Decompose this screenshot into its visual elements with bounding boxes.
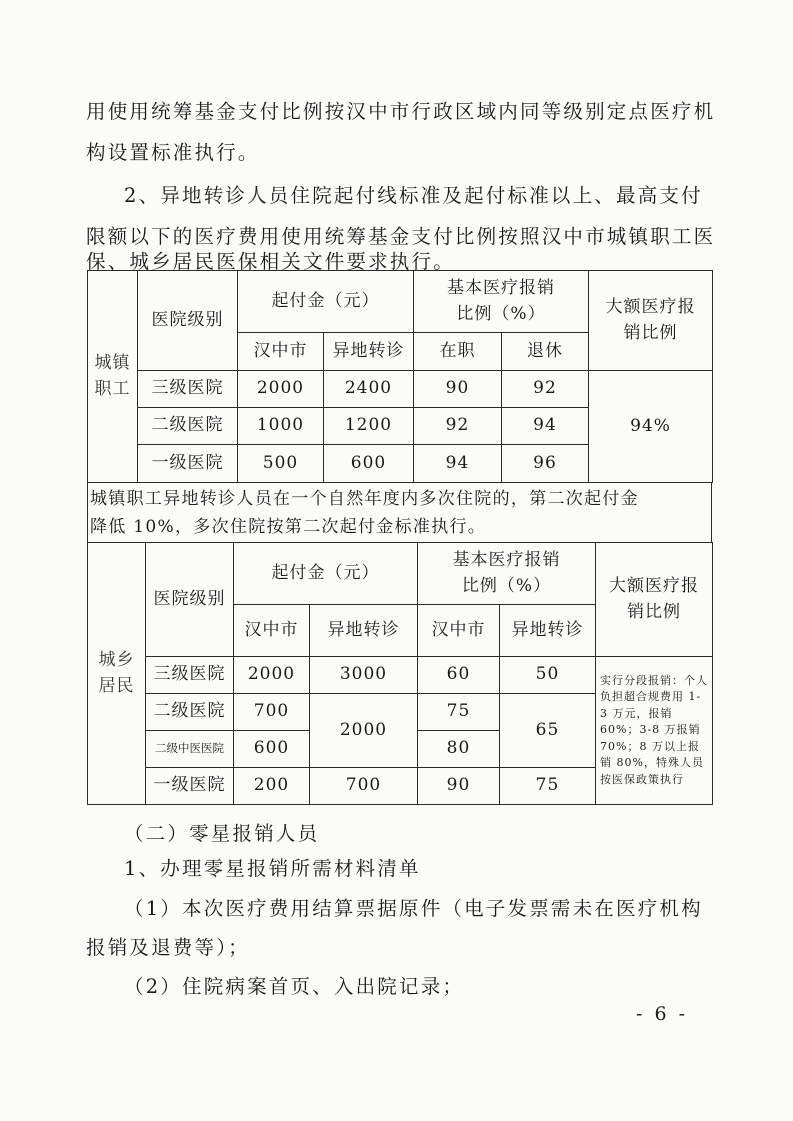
cell-transfer: 700: [310, 768, 418, 805]
cell-level: 二级中医医院: [146, 731, 234, 768]
paragraph-line: 用使用统筹基金支付比例按汉中市行政区域内同等级别定点医疗机: [86, 100, 716, 123]
cell-ratio-hanzhong: 75: [418, 694, 500, 731]
list-item: （2）住院病案首页、入出院记录；: [124, 975, 465, 998]
list-item: （1）本次医疗费用结算票据原件（电子发票需未在医疗机构: [124, 897, 703, 920]
cell-retired: 92: [502, 371, 589, 408]
page-number: - 6 -: [636, 1003, 689, 1025]
list-item: 1、办理零星报销所需材料清单: [124, 857, 421, 880]
header-reimburse-ratio: 基本医疗报销 比例（%）: [418, 543, 596, 605]
header-hospital-level: 医院级别: [138, 271, 238, 371]
cell-major-value: 94%: [589, 371, 713, 483]
cell-employed: 94: [414, 445, 502, 483]
cell-level: 三级医院: [138, 371, 238, 408]
cell-hanzhong: 200: [234, 768, 310, 805]
subheader-ratio-hanzhong: 汉中市: [418, 605, 500, 657]
header-deductible: 起付金（元）: [234, 543, 418, 605]
header-major-medical: 大额医疗报 销比例: [589, 271, 713, 371]
cell-transfer: 3000: [310, 657, 418, 694]
cell-level: 二级医院: [146, 694, 234, 731]
cell-ratio-hanzhong: 90: [418, 768, 500, 805]
cell-hanzhong: 2000: [234, 657, 310, 694]
cell-transfer-merged: 2000: [310, 694, 418, 768]
header-major-medical: 大额医疗报 销比例: [596, 543, 713, 657]
cell-ratio-hanzhong: 80: [418, 731, 500, 768]
cell-hanzhong: 700: [234, 694, 310, 731]
subheader-ratio-transfer: 异地转诊: [500, 605, 596, 657]
cell-retired: 94: [502, 408, 589, 445]
cell-retired: 96: [502, 445, 589, 483]
cell-hanzhong: 500: [238, 445, 324, 483]
cell-ratio-transfer: 75: [500, 768, 596, 805]
table-note: 城镇职工异地转诊人员在一个自然年度内多次住院的，第二次起付金 降低 10%，多次住院按第二次起付金标准执行。: [87, 482, 712, 542]
header-reimburse-ratio: 基本医疗报销 比例（%）: [414, 271, 589, 333]
cell-level: 三级医院: [146, 657, 234, 694]
group-label: 城乡 居民: [88, 543, 146, 805]
cell-level: 二级医院: [138, 408, 238, 445]
cell-ratio-transfer-merged: 65: [500, 694, 596, 768]
paragraph-line: 保、城乡居民医保相关文件要求执行。: [86, 250, 455, 273]
cell-level: 一级医院: [146, 768, 234, 805]
subheader-employed: 在职: [414, 333, 502, 371]
subheader-transfer: 异地转诊: [324, 333, 414, 371]
subheader-retired: 退休: [502, 333, 589, 371]
cell-transfer: 1200: [324, 408, 414, 445]
section-heading: （二）零星报销人员: [124, 822, 320, 845]
list-item-continuation: 报销及退费等）；: [86, 936, 250, 959]
urban-employee-table: [87, 270, 713, 483]
subheader-transfer: 异地转诊: [310, 605, 418, 657]
group-label: 城镇 职工: [88, 271, 138, 483]
subheader-hanzhong: 汉中市: [234, 605, 310, 657]
paragraph-line: 限额以下的医疗费用使用统筹基金支付比例按照汉中市城镇职工医: [86, 225, 716, 248]
cell-ratio-transfer: 50: [500, 657, 596, 694]
cell-level: 一级医院: [138, 445, 238, 483]
table-row: [88, 371, 713, 408]
cell-hanzhong: 600: [234, 731, 310, 768]
subheader-hanzhong: 汉中市: [238, 333, 324, 371]
header-deductible: 起付金（元）: [238, 271, 414, 333]
cell-major-note: 实行分段报销：个人负担超合规费用 1-3 万元，报销 60%；3-8 万报销 70%；8 万以上报销 80%，特殊人员按医保政策执行: [596, 657, 713, 805]
rural-resident-table: [87, 542, 713, 805]
cell-employed: 92: [414, 408, 502, 445]
cell-hanzhong: 1000: [238, 408, 324, 445]
header-hospital-level: 医院级别: [146, 543, 234, 657]
cell-transfer: 600: [324, 445, 414, 483]
paragraph-line: 2、异地转诊人员住院起付线标准及起付标准以上、最高支付: [124, 184, 703, 207]
cell-ratio-hanzhong: 60: [418, 657, 500, 694]
cell-transfer: 2400: [324, 371, 414, 408]
cell-hanzhong: 2000: [238, 371, 324, 408]
table-row: [88, 657, 713, 694]
paragraph-line: 构设置标准执行。: [86, 141, 260, 164]
cell-employed: 90: [414, 371, 502, 408]
